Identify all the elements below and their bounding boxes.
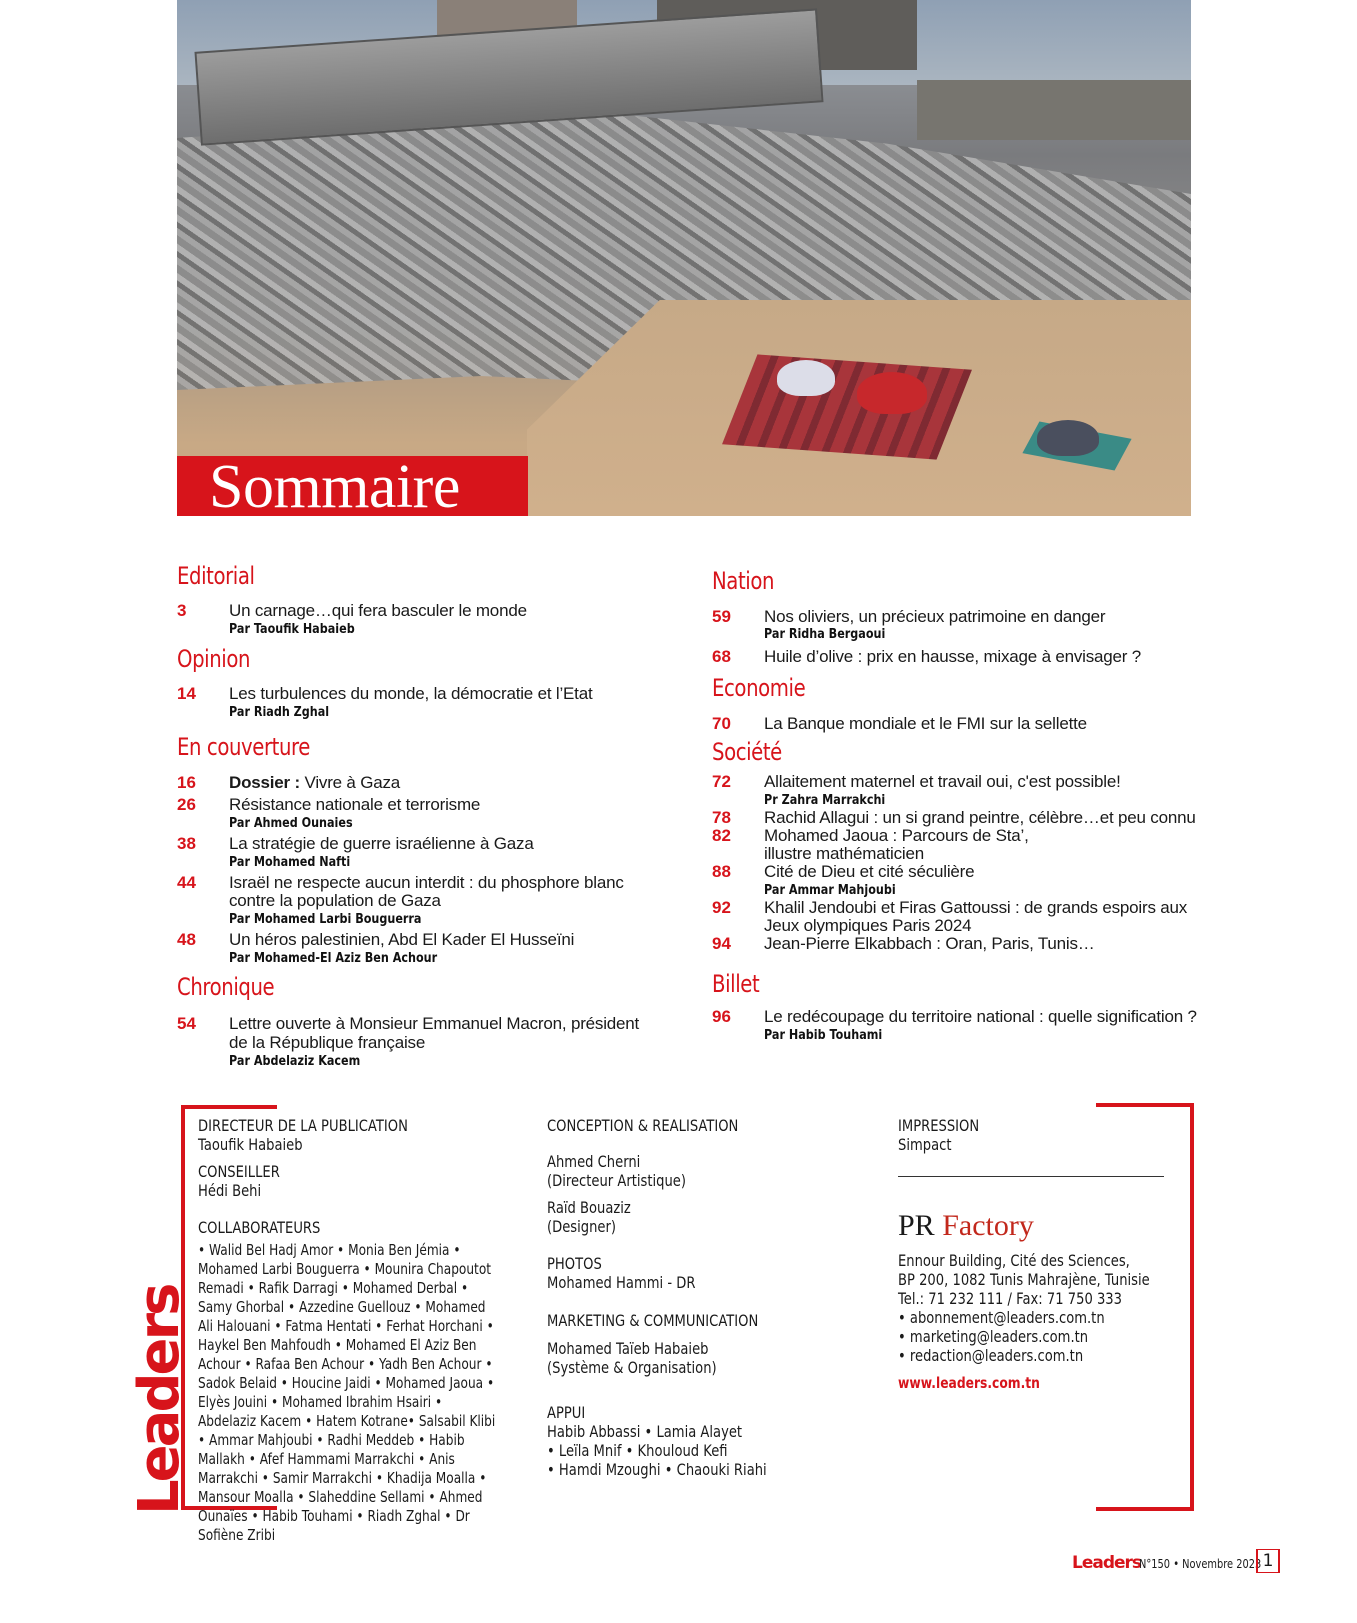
page-number: 54 <box>177 1014 196 1033</box>
pr-factory-logo-pr: PR <box>898 1209 935 1242</box>
credit-label: MARKETING & COMMUNICATION <box>547 1311 759 1330</box>
sommaire-title-box <box>177 453 528 521</box>
credit-value: (Système & Organisation) <box>547 1358 717 1377</box>
article-title: Huile d’olive : prix en hausse, mixage à envisager ? <box>764 647 1142 666</box>
article-title: Mohamed Jaoua : Parcours de Sta’, <box>764 826 1029 845</box>
phone-fax: Tel.: 71 232 111 / Fax: 71 750 333 <box>898 1289 1123 1308</box>
pr-factory-logo <box>898 1209 1034 1243</box>
page-number: 48 <box>177 930 196 949</box>
page-number: 72 <box>712 772 731 791</box>
section-billet: Billet <box>712 970 760 998</box>
page-number: 70 <box>712 714 731 733</box>
article-title: Les turbulences du monde, la démocratie et l’Etat <box>229 684 593 703</box>
article-title <box>229 773 400 793</box>
article-title: Rachid Allagui : un si grand peintre, célèbre…et peu connu <box>764 808 1196 827</box>
article-author: Par Habib Touhami <box>764 1028 883 1043</box>
address-line: Ennour Building, Cité des Sciences, <box>898 1251 1130 1270</box>
footer-issue: N°150 • Novembre 2023 <box>1139 1557 1262 1571</box>
photo-person <box>857 372 927 414</box>
article-author: Par Ahmed Ounaies <box>229 816 353 831</box>
credit-value: • Hamdi Mzoughi • Chaouki Riahi <box>547 1460 767 1479</box>
article-author: Par Ridha Bergaoui <box>764 627 886 642</box>
credit-value: Mohamed Taïeb Habaieb <box>547 1339 709 1358</box>
page-number: 68 <box>712 647 731 666</box>
article-title: Nos oliviers, un précieux patrimoine en danger <box>764 607 1106 626</box>
article-title-line2: illustre mathématicien <box>764 844 924 863</box>
credit-value: (Designer) <box>547 1217 617 1236</box>
dossier-label: Dossier : <box>229 773 305 792</box>
article-title: Un héros palestinien, Abd El Kader El Husseïni <box>229 930 575 949</box>
email-link[interactable]: • abonnement@leaders.com.tn <box>898 1308 1105 1327</box>
page-number: 26 <box>177 795 196 814</box>
credit-label: DIRECTEUR DE LA PUBLICATION <box>198 1116 408 1135</box>
article-title: Résistance nationale et terrorisme <box>229 795 481 814</box>
page-number: 96 <box>712 1007 731 1026</box>
article-title: Jean-Pierre Elkabbach : Oran, Paris, Tunis… <box>764 934 1095 953</box>
section-nation: Nation <box>712 567 775 595</box>
credit-value: Taoufik Habaieb <box>198 1135 303 1154</box>
page-number: 59 <box>712 607 731 626</box>
article-author: Par Ammar Mahjoubi <box>764 883 896 898</box>
article-title: Un carnage…qui fera basculer le monde <box>229 601 527 620</box>
credit-value: • Leïla Mnif • Khouloud Kefi <box>547 1441 728 1460</box>
page-number: 3 <box>177 601 187 620</box>
article-title: Lettre ouverte à Monsieur Emmanuel Macron, président <box>229 1014 640 1033</box>
article-author: Par Abdelaziz Kacem <box>229 1054 361 1069</box>
article-author: Par Riadh Zghal <box>229 705 330 720</box>
page-number: 88 <box>712 862 731 881</box>
section-economie: Economie <box>712 674 806 702</box>
credit-value: Ahmed Cherni <box>547 1152 641 1171</box>
email-link[interactable]: • redaction@leaders.com.tn <box>898 1346 1084 1365</box>
email-link[interactable]: • marketing@leaders.com.tn <box>898 1327 1089 1346</box>
credit-label: COLLABORATEURS <box>198 1218 321 1237</box>
article-title: La Banque mondiale et le FMI sur la sellette <box>764 714 1087 733</box>
photo-person <box>777 360 835 396</box>
article-title-line2: de la République française <box>229 1033 426 1052</box>
credit-value: (Directeur Artistique) <box>547 1171 686 1190</box>
article-title: Cité de Dieu et cité séculière <box>764 862 975 881</box>
photo-prayer-rug <box>722 354 972 459</box>
section-opinion: Opinion <box>177 645 251 673</box>
page-number: 94 <box>712 934 731 953</box>
article-author: Par Mohamed-El Aziz Ben Achour <box>229 951 438 966</box>
article-author: Par Taoufik Habaieb <box>229 622 355 637</box>
cover-photo <box>177 0 1191 516</box>
article-author: Par Mohamed Larbi Bouguerra <box>229 912 422 927</box>
page-number: 14 <box>177 684 196 703</box>
collaborators-list: • Walid Bel Hadj Amor • Monia Ben Jémia • Mohamed Larbi Bouguerra • Mounira Chapoutot Remadi • Rafik Darragi • Mohamed Derbal • Samy Ghorbal • Azzedine Guellouz • Mohamed Ali Halouani • Fatma Hentati • Ferhat Horchani • Haykel Ben Mahfoudh • Mohamed El Aziz Ben Achour • Rafaa Ben Achour • Yadh Ben Achour • Sadok Belaid • Houcine Jaidi • Mohamed Jaoua • Elyès Jouini • Mohamed Ibrahim Hsairi • Abdelaziz Kacem • Hatem Kotrane• Salsabil Klibi • Ammar Mahjoubi • Radhi Meddeb • Habib Mallakh • Afef Hammami Marrakchi • Anis Marrakchi • Samir Marrakchi • Khadija Moalla • Mansour Moalla • Slaheddine Sellami • Ahmed Ounaïes • Habib Touhami • Riadh Zghal • Dr Sofiène Zribi <box>198 1241 496 1544</box>
section-chronique: Chronique <box>177 973 275 1001</box>
footer-logo: Leaders <box>1072 1553 1142 1573</box>
photo-person <box>1037 420 1099 456</box>
section-en-couverture: En couverture <box>177 733 310 761</box>
article-title: Israël ne respecte aucun interdit : du phosphore blanc <box>229 873 624 892</box>
article-author: Pr Zahra Marrakchi <box>764 793 886 808</box>
website-link[interactable]: www.leaders.com.tn <box>898 1374 1040 1392</box>
page-number: 38 <box>177 834 196 853</box>
photo-houses <box>917 80 1191 140</box>
credit-value: Habib Abbassi • Lamia Alayet <box>547 1422 743 1441</box>
pr-factory-logo-factory: Factory <box>942 1209 1034 1242</box>
credit-label: PHOTOS <box>547 1254 602 1273</box>
section-editorial: Editorial <box>177 562 255 590</box>
footer-page-number: 1 <box>1256 1549 1280 1573</box>
page-number: 78 <box>712 808 731 827</box>
page-title: Sommaire <box>209 453 460 521</box>
credit-label: CONSEILLER <box>198 1162 280 1181</box>
page-number: 92 <box>712 898 731 917</box>
section-societe: Société <box>712 738 782 766</box>
credit-value: Mohamed Hammi - DR <box>547 1273 696 1292</box>
article-title-line2: Jeux olympiques Paris 2024 <box>764 916 972 935</box>
article-title: Le redécoupage du territoire national : quelle signification ? <box>764 1007 1197 1026</box>
credit-label: APPUI <box>547 1403 586 1422</box>
article-title: Allaitement maternel et travail oui, c'est possible! <box>764 772 1121 791</box>
page-number: 44 <box>177 873 196 892</box>
leaders-vertical-logo: Leaders <box>127 1285 192 1515</box>
credit-label: IMPRESSION <box>898 1116 980 1135</box>
credit-value: Simpact <box>898 1135 952 1154</box>
credit-value: Raïd Bouaziz <box>547 1198 631 1217</box>
article-title: La stratégie de guerre israélienne à Gaza <box>229 834 534 853</box>
article-title: Khalil Jendoubi et Firas Gattoussi : de grands espoirs aux <box>764 898 1188 917</box>
article-title-line2: contre la population de Gaza <box>229 891 441 910</box>
page-number: 16 <box>177 773 196 792</box>
credit-label: CONCEPTION & REALISATION <box>547 1116 739 1135</box>
address-line: BP 200, 1082 Tunis Mahrajène, Tunisie <box>898 1270 1150 1289</box>
article-title-text: Vivre à Gaza <box>304 773 401 792</box>
divider <box>898 1176 1164 1177</box>
credit-value: Hédi Behi <box>198 1181 262 1200</box>
article-author: Par Mohamed Nafti <box>229 855 351 870</box>
page-number: 82 <box>712 826 731 845</box>
